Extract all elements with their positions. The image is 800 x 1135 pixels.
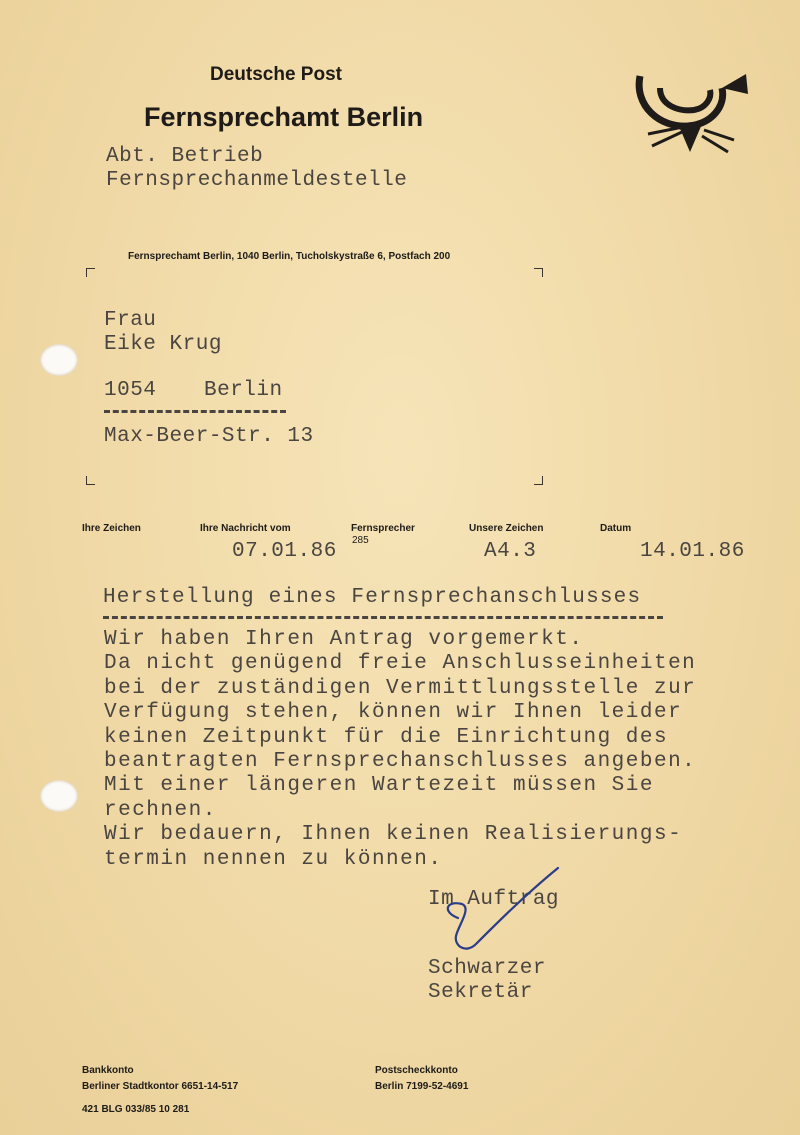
value-datum: 14.01.86	[640, 540, 745, 563]
label-datum: Datum	[600, 523, 632, 534]
recipient-city: Berlin	[204, 379, 283, 402]
body-line: Wir haben Ihren Antrag vorgemerkt.	[104, 628, 584, 651]
label-ihre-zeichen: Ihre Zeichen	[82, 523, 141, 534]
recipient-street: Max-Beer-Str. 13	[104, 425, 314, 448]
body-line: termin nennen zu können.	[104, 847, 443, 871]
bank-value: Berliner Stadtkontor 6651-14-517	[82, 1081, 239, 1092]
recipient-salutation: Frau	[104, 309, 157, 332]
window-corner-bl	[86, 476, 95, 485]
body-line: Mit einer längeren Wartezeit müssen Sie	[104, 774, 654, 798]
recipient-name: Eike Krug	[104, 333, 222, 356]
handwritten-signature	[436, 862, 566, 962]
window-corner-tl	[86, 268, 95, 277]
bank-label: Bankkonto	[82, 1065, 134, 1076]
office-name: Fernsprechamt Berlin	[144, 102, 424, 132]
org-name: Deutsche Post	[210, 64, 342, 85]
punch-hole-upper	[40, 344, 78, 376]
window-corner-tr	[534, 268, 543, 277]
body-line: beantragten Fernsprechanschlusses angeben.	[104, 749, 697, 773]
postcheck-value: Berlin 7199-52-4691	[375, 1081, 469, 1092]
signer-title: Sekretär	[428, 981, 533, 1004]
return-address: Fernsprechamt Berlin, 1040 Berlin, Tucholskystraße 6, Postfach 200	[128, 251, 451, 262]
body-line: keinen Zeitpunkt für die Einrichtung des	[104, 725, 669, 749]
im-auftrag: Im Auftrag	[428, 888, 560, 911]
body-line: rechnen.	[104, 798, 217, 822]
postcheck-label: Postscheckkonto	[375, 1065, 458, 1076]
label-unsere-zeichen: Unsere Zeichen	[469, 523, 544, 534]
body-line: bei der zuständigen Vermittlungsstelle zur	[104, 676, 697, 700]
window-corner-br	[534, 476, 543, 485]
department: Abt. Betrieb	[106, 145, 264, 168]
body-line: Verfügung stehen, können wir Ihnen leider	[104, 701, 683, 725]
recipient-postcode: 1054	[104, 379, 157, 402]
subject-line: Herstellung eines Fernsprechanschlusses	[103, 586, 642, 609]
subject-underline	[103, 616, 663, 619]
sub-department: Fernsprechanmeldestelle	[106, 169, 408, 192]
letter-body	[104, 628, 696, 872]
body-line: Wir bedauern, Ihnen keinen Realisierungs-	[104, 823, 683, 847]
value-fernsprecher: 285	[352, 535, 369, 546]
punch-hole-lower	[40, 780, 78, 812]
city-underline	[104, 410, 286, 413]
value-unsere-zeichen: A4.3	[484, 540, 537, 563]
label-fernsprecher: Fernsprecher	[351, 523, 415, 534]
value-ihre-nachricht: 07.01.86	[232, 540, 337, 563]
label-ihre-nachricht: Ihre Nachricht vom	[200, 523, 291, 534]
body-line: Da nicht genügend freie Anschlusseinheiten	[104, 652, 697, 676]
form-code: 421 BLG 033/85 10 281	[82, 1104, 190, 1115]
signer-name: Schwarzer	[428, 957, 546, 980]
post-horn-icon	[630, 66, 750, 158]
